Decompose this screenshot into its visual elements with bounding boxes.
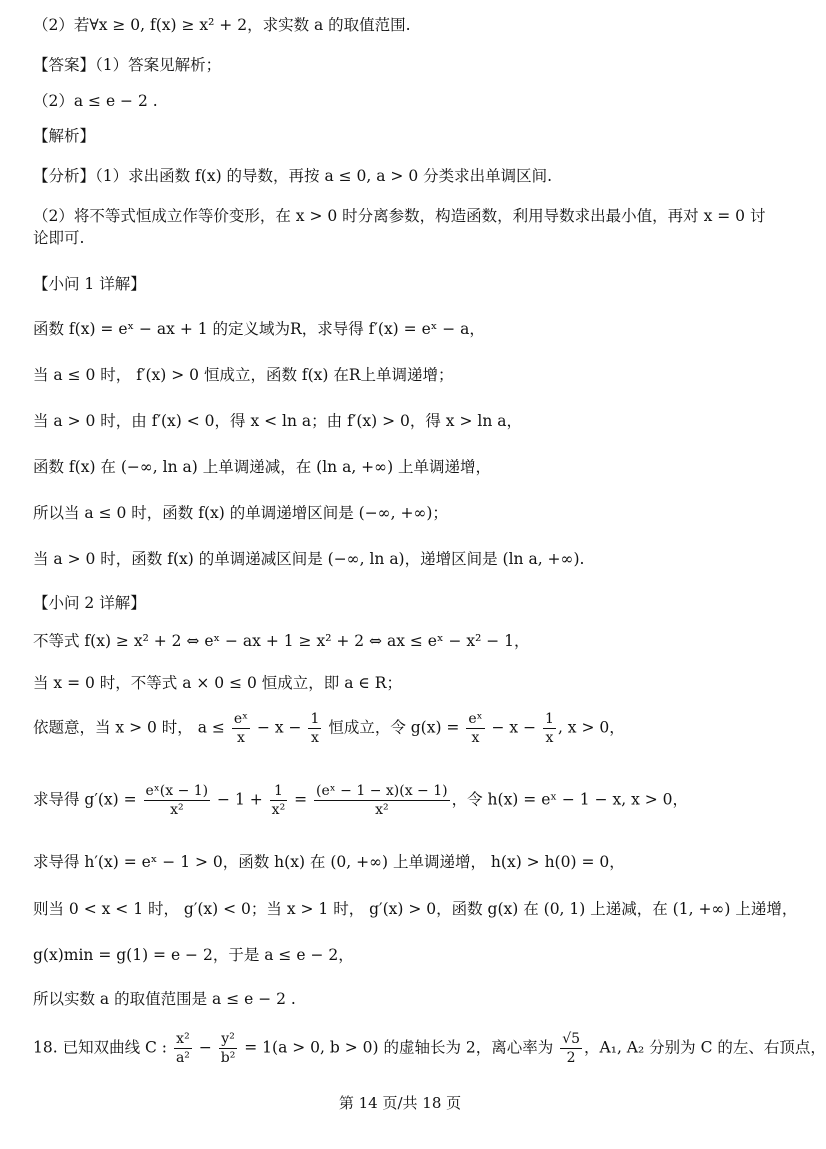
solution-line: 函数 f(x) 在 (−∞, ln a) 上单调递减，在 (ln a, +∞) 上单调递增， (33, 458, 492, 476)
solution-line: g(x)min = g(1) = e − 2，于是 a ≤ e − 2， (33, 946, 354, 964)
solution-line: 当 a ≤ 0 时， f′(x) > 0 恒成立，函数 f(x) 在R上单调递增； (33, 366, 454, 384)
solution-line: 求导得 h′(x) = eˣ − 1 > 0，函数 h(x) 在 (0, +∞) 上单调递增， h(x) > h(0) = 0， (33, 853, 625, 871)
analysis-heading: 【解析】 (33, 127, 96, 145)
fraction: $\frac{1}{x}$ (310, 711, 320, 746)
fraction: $\frac{\text{eˣ}}{x}$ (233, 711, 249, 746)
solution-line: 不等式 f(x) ≥ x² + 2 ⇔ eˣ − ax + 1 ≥ x² + 2 ⇔ ax ≤ eˣ − x² − 1， (33, 632, 530, 650)
fraction: $\frac{1}{x}$ (545, 711, 554, 746)
solution-line: 则当 0 < x < 1 时， g′(x) < 0；当 x > 1 时， g′(x) > 0，函数 g(x) 在 (0, 1) 上递减，在 (1, +∞) 上递增， (33, 900, 798, 918)
subquestion-2-heading: 【小问 2 详解】 (33, 594, 146, 612)
solution-line: 当 a > 0 时，函数 f(x) 的单调递减区间是 (−∞, ln a)，递增区间是 (ln a, +∞). (33, 550, 585, 568)
fraction: $\frac{\text{eˣ(x − 1)}}{\text{x²}}$ (145, 783, 209, 818)
solution-line: 函数 f(x) = eˣ − ax + 1 的定义域为R，求导得 f′(x) = eˣ − a， (33, 320, 485, 338)
solution-line: 当 x = 0 时，不等式 a × 0 ≤ 0 恒成立，即 a ∈ R； (33, 674, 402, 692)
fraction: $\frac{\text{x²}}{\text{a²}}$ (175, 1031, 190, 1066)
fraction: $\frac{\text{eˣ}}{x}$ (468, 711, 483, 746)
page-footer: 第 14 页/共 18 页 (338, 1094, 462, 1112)
fraction: $\frac{√5}{2}$ (562, 1031, 581, 1066)
solution-line-fraction: 依题意，当 x > 0 时， a ≤ $\frac{\text{eˣ}}{x}$ − x − $\frac{1}{x}$ 恒成立，令 g(x) = $\frac{\text{eˣ}}{x}$ − x − $\frac{1}{x}$ , x > 0， (33, 711, 625, 746)
answer-heading: 【答案】（1）答案见解析； (33, 56, 222, 74)
fraction: $\frac{\text{(eˣ − 1 − x)(x − 1)}}{\text{x²}}$ (316, 783, 448, 818)
question-part-2: （2）若∀x ≥ 0, f(x) ≥ x² + 2，求实数 a 的取值范围. (33, 16, 411, 34)
fraction: $\frac{\text{y²}}{\text{b²}}$ (220, 1031, 236, 1066)
answer-part-2: （2）a ≤ e − 2 . (33, 92, 158, 110)
solution-line-fraction: 求导得 g′(x) = $\frac{\text{eˣ(x − 1)}}{\text{x²}}$ − 1 + $\frac{1}{\text{x²}}$ = $\frac{\text{(eˣ − 1 − x)(x − 1)}}{\text{x²}}$ ，令 h(x) = eˣ − 1 − x, x > 0， (33, 783, 689, 818)
solution-line: 所以当 a ≤ 0 时，函数 f(x) 的单调递增区间是 (−∞, +∞)； (33, 504, 448, 522)
solution-line: 当 a > 0 时，由 f′(x) < 0，得 x < ln a；由 f′(x) > 0，得 x > ln a， (33, 412, 522, 430)
solution-conclusion: 所以实数 a 的取值范围是 a ≤ e − 2 . (33, 990, 296, 1008)
analysis-part-1: 【分析】（1）求出函数 f(x) 的导数，再按 a ≤ 0, a > 0 分类求出单调区间. (33, 167, 553, 185)
analysis-part-2: （2）将不等式恒成立作等价变形，在 x > 0 时分离参数，构造函数，利用导数求出最小值，再对 x = 0 讨论即可. (33, 207, 766, 247)
next-question-18: 18. 已知双曲线 C : $\frac{\text{x²}}{\text{a²}}$ − $\frac{\text{y²}}{\text{b²}}$ = 1(a > 0, b > 0) 的虚轴长为 2，离心率为 $\frac{√5}{2}$ ，A₁, A₂ 分别为 C 的左、右顶点， (33, 1031, 826, 1066)
subquestion-1-heading: 【小问 1 详解】 (33, 275, 146, 293)
fraction: $\frac{1}{\text{x²}}$ (271, 783, 286, 818)
